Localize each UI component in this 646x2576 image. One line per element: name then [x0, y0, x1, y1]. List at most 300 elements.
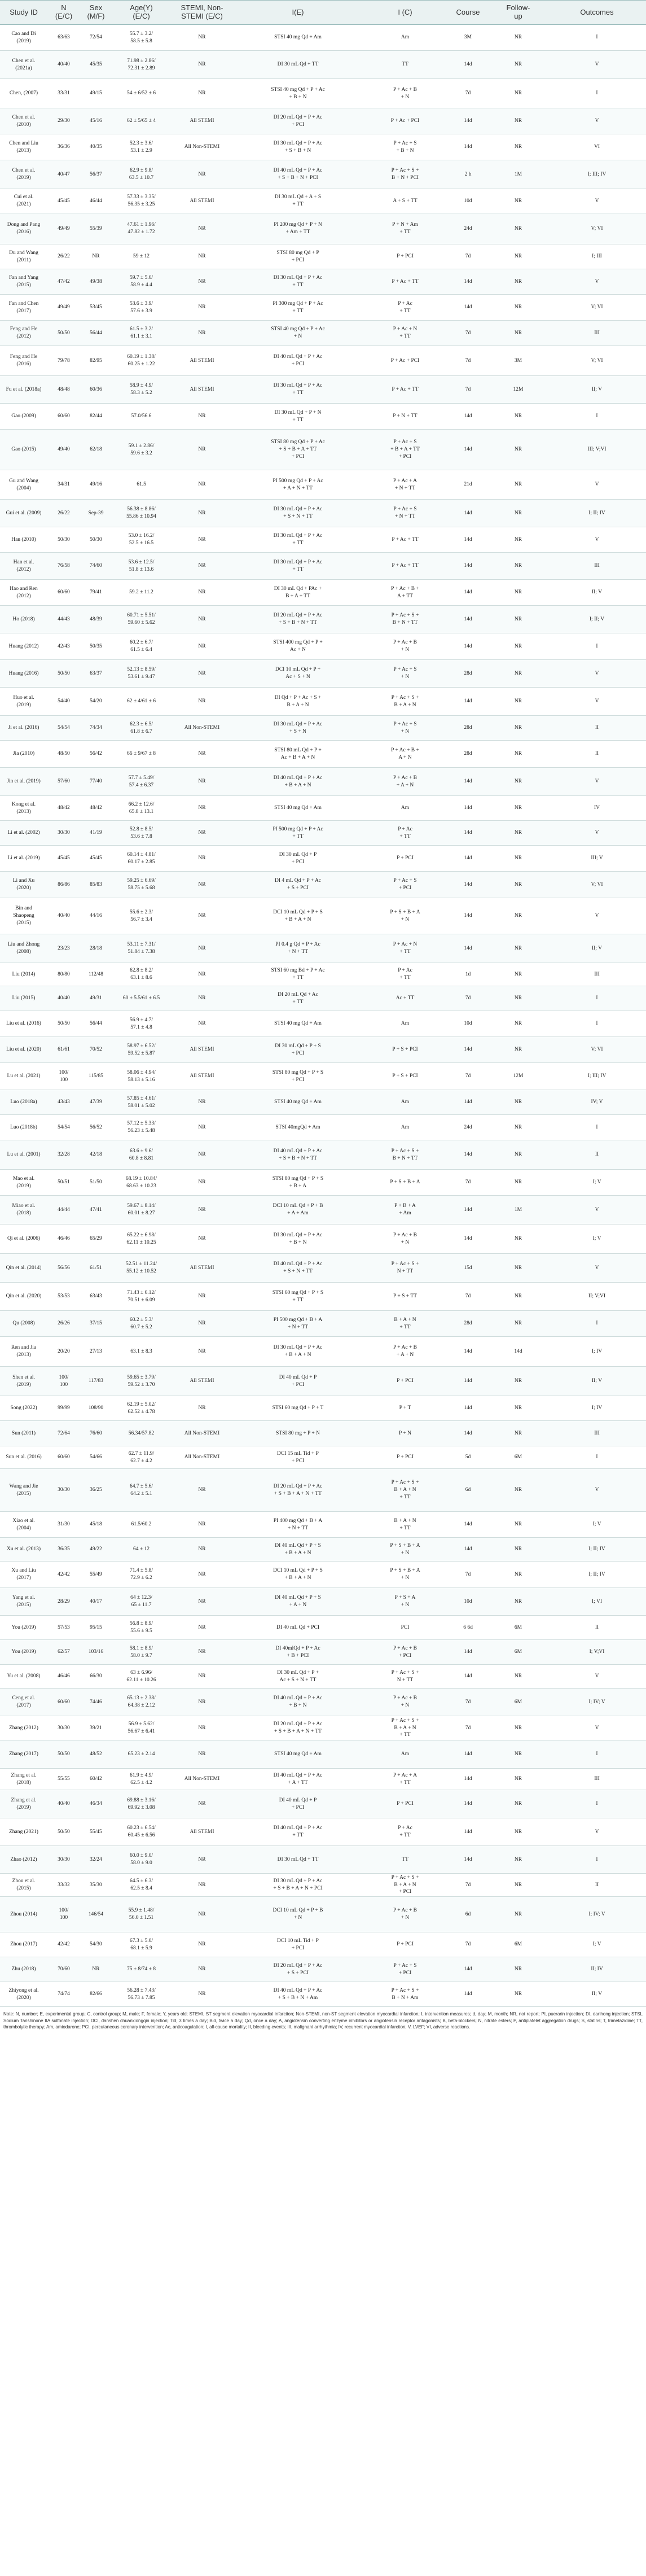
cell-follow-up: NR: [489, 25, 548, 51]
cell-intervention-e: STSI 40 mg Qd + Am: [233, 796, 363, 821]
cell-age: 57.7 ± 5.49/ 57.4 ± 6.37: [112, 768, 171, 796]
cell-intervention-c: P + Ac + A + N + TT: [363, 470, 447, 500]
cell-outcomes: V: [548, 527, 646, 553]
cell-intervention-e: STSI 80 mg Qd + P + S + PCI: [233, 1063, 363, 1090]
cell-intervention-c: P + Ac + B + A + N: [363, 741, 447, 768]
cell-study-id: Feng and He (2016): [0, 346, 47, 376]
cell-stemi: NR: [171, 1283, 233, 1311]
cell-intervention-e: PI 500 mg Qd + B + A + N + TT: [233, 1311, 363, 1337]
cell-course: 14d: [447, 1396, 489, 1421]
cell-outcomes: V: [548, 269, 646, 295]
cell-age: 61.9 ± 4.9/ 62.5 ± 4.2: [112, 1769, 171, 1790]
cell-follow-up: NR: [489, 688, 548, 716]
cell-sex: 56/44: [80, 321, 112, 346]
cell-intervention-c: TT: [363, 51, 447, 79]
cell-sex: 50/30: [80, 527, 112, 553]
cell-course: 28d: [447, 660, 489, 688]
cell-outcomes: II; V;VI: [548, 1283, 646, 1311]
cell-intervention-e: DI 20 mL Qd + P + Ac + PCI: [233, 108, 363, 134]
table-row: [0, 1469, 646, 1512]
cell-n: 86/86: [47, 872, 80, 898]
cell-outcomes: I; III: [548, 244, 646, 269]
cell-intervention-c: P + Ac + S + B + N: [363, 134, 447, 160]
cell-intervention-c: P + Ac + S + N: [363, 660, 447, 688]
cell-age: 60.2 ± 6.7/ 61.5 ± 6.4: [112, 633, 171, 660]
cell-stemi: NR: [171, 1689, 233, 1716]
cell-follow-up: NR: [489, 633, 548, 660]
cell-outcomes: IV: [548, 796, 646, 821]
cell-stemi: NR: [171, 295, 233, 321]
cell-intervention-e: DCI 10 mL Qd + P + S + B + A + N: [233, 1562, 363, 1588]
cell-study-id: Zhou et al. (2015): [0, 1874, 47, 1897]
cell-intervention-c: P + Ac + B + A + N: [363, 768, 447, 796]
cell-n: 46/46: [47, 1665, 80, 1689]
cell-intervention-e: DI 30 mL Qd + P + Ac + S + B + A + N + PCI: [233, 1874, 363, 1897]
header-course: Course: [447, 1, 489, 25]
cell-intervention-c: P + Ac + S + B + A + TT + PCI: [363, 430, 447, 470]
cell-sex: 108/90: [80, 1396, 112, 1421]
cell-age: 60.19 ± 1.38/ 60.25 ± 1.22: [112, 346, 171, 376]
cell-intervention-e: DI 40 mL Qd + P + PCI: [233, 1367, 363, 1396]
cell-stemi: NR: [171, 1616, 233, 1640]
table-row: [0, 346, 646, 376]
cell-intervention-c: P + Ac + B + A + TT: [363, 580, 447, 606]
cell-follow-up: NR: [489, 1588, 548, 1616]
cell-sex: 112/48: [80, 963, 112, 986]
cell-follow-up: 6M: [489, 1616, 548, 1640]
cell-n: 54/40: [47, 688, 80, 716]
cell-course: 7d: [447, 1562, 489, 1588]
cell-study-id: Liu (2015): [0, 986, 47, 1011]
cell-stemi: All STEMI: [171, 346, 233, 376]
cell-age: 53.6 ± 3.9/ 57.6 ± 3.9: [112, 295, 171, 321]
cell-sex: 115/85: [80, 1063, 112, 1090]
cell-n: 50/30: [47, 527, 80, 553]
cell-intervention-e: DI 30 mL Qd + P + Ac + S + N: [233, 716, 363, 741]
cell-outcomes: I; IV: [548, 1337, 646, 1367]
cell-study-id: Zhang (2012): [0, 1716, 47, 1740]
cell-stemi: NR: [171, 1846, 233, 1874]
table-row: [0, 606, 646, 633]
cell-study-id: Miao et al. (2018): [0, 1196, 47, 1224]
cell-follow-up: NR: [489, 1254, 548, 1283]
cell-sex: 74/46: [80, 1689, 112, 1716]
cell-age: 75 ± 8/74 ± 8: [112, 1957, 171, 1982]
cell-study-id: Ji et al. (2016): [0, 716, 47, 741]
cell-age: 56.34/57.82: [112, 1421, 171, 1446]
cell-outcomes: V: [548, 108, 646, 134]
cell-course: 14d: [447, 796, 489, 821]
cell-n: 26/26: [47, 1311, 80, 1337]
header-intervention-c: I (C): [363, 1, 447, 25]
cell-course: 14d: [447, 821, 489, 846]
cell-outcomes: V; VI: [548, 213, 646, 244]
cell-course: 14d: [447, 1224, 489, 1254]
cell-intervention-c: P + PCI: [363, 1367, 447, 1396]
table-row: [0, 986, 646, 1011]
cell-n: 29/30: [47, 108, 80, 134]
cell-age: 61.5 ± 3.2/ 61.1 ± 3.1: [112, 321, 171, 346]
cell-sex: 79/41: [80, 580, 112, 606]
cell-course: 14d: [447, 606, 489, 633]
cell-intervention-c: P + Ac + S + PCI: [363, 1957, 447, 1982]
cell-sex: 56/37: [80, 160, 112, 189]
cell-intervention-c: Am: [363, 1740, 447, 1769]
cell-sex: 28/18: [80, 934, 112, 963]
cell-outcomes: I; V: [548, 1224, 646, 1254]
cell-follow-up: NR: [489, 1224, 548, 1254]
table-row: [0, 1254, 646, 1283]
cell-intervention-e: STSI 40 mg Qd + Am: [233, 25, 363, 51]
cell-intervention-e: STSI 40 mg Qd + P + Ac + B + N: [233, 79, 363, 108]
cell-outcomes: V: [548, 1196, 646, 1224]
cell-course: 1d: [447, 963, 489, 986]
cell-intervention-e: PI 400 mg Qd + B + A + N + TT: [233, 1512, 363, 1538]
cell-stemi: NR: [171, 1396, 233, 1421]
cell-course: 7d: [447, 1689, 489, 1716]
cell-n: 99/99: [47, 1396, 80, 1421]
cell-sex: 36/25: [80, 1469, 112, 1512]
cell-n: 49/49: [47, 213, 80, 244]
cell-stemi: NR: [171, 1562, 233, 1588]
cell-n: 23/23: [47, 934, 80, 963]
cell-age: 60.0 ± 9.0/ 58.0 ± 9.0: [112, 1846, 171, 1874]
table-row: [0, 376, 646, 404]
cell-intervention-c: Am: [363, 1090, 447, 1115]
cell-n: 43/43: [47, 1090, 80, 1115]
cell-study-id: Huang (2012): [0, 633, 47, 660]
cell-intervention-c: A + S + TT: [363, 189, 447, 213]
cell-study-id: Gao (2009): [0, 404, 47, 430]
cell-follow-up: NR: [489, 1874, 548, 1897]
cell-age: 66.2 ± 12.6/ 65.8 ± 13.1: [112, 796, 171, 821]
cell-outcomes: I: [548, 1311, 646, 1337]
cell-outcomes: III: [548, 1769, 646, 1790]
cell-study-id: Liu (2014): [0, 963, 47, 986]
cell-intervention-c: P + Ac + S + B + N + PCI: [363, 160, 447, 189]
cell-intervention-e: STSI 60 mg Qd + P + T: [233, 1396, 363, 1421]
cell-course: 5d: [447, 1446, 489, 1469]
table-row: [0, 1421, 646, 1446]
cell-intervention-e: DI 30 mL Qd + P + PCI: [233, 846, 363, 872]
header-n: N (E/C): [47, 1, 80, 25]
cell-sex: 117/83: [80, 1367, 112, 1396]
cell-course: 28d: [447, 1311, 489, 1337]
cell-intervention-c: P + Ac + S + B + N + TT: [363, 606, 447, 633]
cell-n: 47/42: [47, 269, 80, 295]
cell-sex: 50/35: [80, 633, 112, 660]
cell-course: 14d: [447, 404, 489, 430]
cell-outcomes: V: [548, 1818, 646, 1846]
cell-age: 56.9 ± 5.62/ 56.67 ± 6.41: [112, 1716, 171, 1740]
table-row: [0, 1115, 646, 1140]
table-row: [0, 660, 646, 688]
table-row: [0, 1311, 646, 1337]
table-row: [0, 295, 646, 321]
cell-stemi: NR: [171, 1090, 233, 1115]
cell-intervention-c: P + S + A + N: [363, 1588, 447, 1616]
cell-intervention-e: STSI 80 mL Qd + P + Ac + B + A + N: [233, 741, 363, 768]
table-row: [0, 821, 646, 846]
cell-n: 60/60: [47, 404, 80, 430]
cell-sex: 55/39: [80, 213, 112, 244]
cell-sex: 146/54: [80, 1897, 112, 1932]
table-row: [0, 1818, 646, 1846]
cell-n: 32/28: [47, 1140, 80, 1170]
table-row: [0, 1982, 646, 2007]
cell-stemi: All STEMI: [171, 1254, 233, 1283]
cell-course: 24d: [447, 1115, 489, 1140]
cell-sex: 48/52: [80, 1740, 112, 1769]
cell-outcomes: I: [548, 1740, 646, 1769]
cell-intervention-e: PI 500 mg Qd + P + Ac + TT: [233, 821, 363, 846]
cell-study-id: Qi et al. (2006): [0, 1224, 47, 1254]
cell-stemi: NR: [171, 688, 233, 716]
cell-sex: 46/44: [80, 189, 112, 213]
cell-n: 50/50: [47, 1740, 80, 1769]
cell-age: 62.7 ± 11.9/ 62.7 ± 4.2: [112, 1446, 171, 1469]
cell-follow-up: NR: [489, 553, 548, 580]
cell-sex: 45/45: [80, 846, 112, 872]
cell-course: 7d: [447, 376, 489, 404]
cell-stemi: NR: [171, 79, 233, 108]
cell-sex: 54/66: [80, 1446, 112, 1469]
cell-follow-up: NR: [489, 934, 548, 963]
cell-intervention-c: P + Ac + B + N: [363, 79, 447, 108]
cell-study-id: Chen et al. (2019): [0, 160, 47, 189]
cell-intervention-c: Am: [363, 25, 447, 51]
cell-age: 56.28 ± 7.43/ 56.73 ± 7.85: [112, 1982, 171, 2007]
cell-sex: 41/19: [80, 821, 112, 846]
cell-intervention-e: PI 0.4 g Qd + P + Ac + N + TT: [233, 934, 363, 963]
cell-intervention-e: STSI 400 mg Qd + P + Ac + N: [233, 633, 363, 660]
cell-intervention-c: P + S + B + A + N: [363, 1538, 447, 1562]
cell-intervention-c: B + A + N + TT: [363, 1512, 447, 1538]
cell-sex: NR: [80, 1957, 112, 1982]
cell-sex: 85/83: [80, 872, 112, 898]
cell-outcomes: II: [548, 1140, 646, 1170]
cell-follow-up: NR: [489, 500, 548, 527]
cell-study-id: Chen et al. (2021a): [0, 51, 47, 79]
table-row: [0, 1011, 646, 1037]
cell-course: 14d: [447, 1140, 489, 1170]
table-row: [0, 1897, 646, 1932]
cell-intervention-e: DI 30 mL Qd + P + Ac + S + N + TT: [233, 1665, 363, 1689]
cell-sex: 56/44: [80, 1011, 112, 1037]
cell-sex: 82/44: [80, 404, 112, 430]
cell-course: 14d: [447, 1037, 489, 1063]
cell-age: 66 ± 9/67 ± 8: [112, 741, 171, 768]
cell-study-id: Luo (2018a): [0, 1090, 47, 1115]
cell-stemi: NR: [171, 1640, 233, 1665]
cell-intervention-e: DCI 15 mL Tid + P + PCI: [233, 1446, 363, 1469]
cell-age: 71.43 ± 6.12/ 70.51 ± 6.09: [112, 1283, 171, 1311]
cell-stemi: All STEMI: [171, 1063, 233, 1090]
cell-n: 45/45: [47, 846, 80, 872]
cell-stemi: NR: [171, 660, 233, 688]
cell-sex: 74/34: [80, 716, 112, 741]
cell-n: 50/50: [47, 321, 80, 346]
table-row: [0, 1090, 646, 1115]
cell-course: 14d: [447, 1196, 489, 1224]
cell-study-id: You (2019): [0, 1616, 47, 1640]
cell-outcomes: I: [548, 986, 646, 1011]
cell-n: 40/40: [47, 898, 80, 934]
cell-follow-up: NR: [489, 1818, 548, 1846]
table-row: [0, 1562, 646, 1588]
cell-follow-up: NR: [489, 821, 548, 846]
cell-age: 68.19 ± 10.84/ 68.63 ± 10.23: [112, 1170, 171, 1196]
cell-outcomes: I; V: [548, 1170, 646, 1196]
cell-n: 49/49: [47, 295, 80, 321]
cell-stemi: NR: [171, 1011, 233, 1037]
table-row: [0, 1616, 646, 1640]
cell-sex: 55/49: [80, 1562, 112, 1588]
cell-study-id: Zhu (2018): [0, 1957, 47, 1982]
cell-n: 30/30: [47, 1846, 80, 1874]
cell-study-id: Xu and Liu (2017): [0, 1562, 47, 1588]
cell-study-id: Zhang (2021): [0, 1818, 47, 1846]
cell-outcomes: I; IV: [548, 1396, 646, 1421]
cell-age: 71.98 ± 2.86/ 72.31 ± 2.89: [112, 51, 171, 79]
cell-sex: 77/40: [80, 768, 112, 796]
cell-intervention-e: STSI 60 mg Qd + P + S + TT: [233, 1283, 363, 1311]
cell-outcomes: V: [548, 1665, 646, 1689]
header-stemi: STEMI, Non- STEMI (E/C): [171, 1, 233, 25]
cell-sex: 56/52: [80, 1115, 112, 1140]
table-body: [0, 25, 646, 2007]
cell-follow-up: NR: [489, 1421, 548, 1446]
table-row: [0, 213, 646, 244]
cell-course: 28d: [447, 741, 489, 768]
cell-follow-up: NR: [489, 1140, 548, 1170]
cell-course: 14d: [447, 500, 489, 527]
cell-study-id: Chen, (2007): [0, 79, 47, 108]
cell-study-id: Huo et al. (2019): [0, 688, 47, 716]
cell-intervention-c: P + Ac + TT: [363, 963, 447, 986]
cell-outcomes: I: [548, 25, 646, 51]
cell-intervention-c: P + S + TT: [363, 1283, 447, 1311]
cell-age: 58.97 ± 6.52/ 59.52 ± 5.87: [112, 1037, 171, 1063]
cell-n: 56/56: [47, 1254, 80, 1283]
cell-n: 62/57: [47, 1640, 80, 1665]
cell-intervention-c: P + Ac + S + B + A + N: [363, 688, 447, 716]
cell-course: 6 6d: [447, 1616, 489, 1640]
table-row: [0, 108, 646, 134]
cell-age: 57.12 ± 5.33/ 56.23 ± 5.48: [112, 1115, 171, 1140]
cell-course: 15d: [447, 1254, 489, 1283]
cell-course: 7d: [447, 1716, 489, 1740]
cell-follow-up: 1M: [489, 1196, 548, 1224]
cell-intervention-e: DCI 10 mL Tid + P + PCI: [233, 1932, 363, 1957]
cell-course: 7d: [447, 1932, 489, 1957]
cell-age: 61.5/60.2: [112, 1512, 171, 1538]
cell-follow-up: NR: [489, 1957, 548, 1982]
cell-follow-up: 12M: [489, 376, 548, 404]
cell-study-id: Bin and Shaopeng (2015): [0, 898, 47, 934]
cell-n: 55/55: [47, 1769, 80, 1790]
cell-outcomes: II; V: [548, 1982, 646, 2007]
cell-outcomes: V: [548, 1716, 646, 1740]
cell-sex: 55/45: [80, 1818, 112, 1846]
cell-stemi: NR: [171, 1170, 233, 1196]
cell-stemi: NR: [171, 1337, 233, 1367]
cell-stemi: NR: [171, 934, 233, 963]
cell-course: 14d: [447, 1982, 489, 2007]
cell-intervention-e: DI 40 mL Qd + P + Ac + S + B + N + TT: [233, 1140, 363, 1170]
cell-age: 57.0/56.6: [112, 404, 171, 430]
cell-sex: 40/35: [80, 134, 112, 160]
cell-study-id: Li and Xu (2020): [0, 872, 47, 898]
cell-intervention-c: P + Ac + S + B + N + TT: [363, 1140, 447, 1170]
table-row: [0, 321, 646, 346]
cell-sex: 65/29: [80, 1224, 112, 1254]
cell-age: 59.25 ± 6.69/ 58.75 ± 5.68: [112, 872, 171, 898]
cell-course: 14d: [447, 134, 489, 160]
cell-n: 45/45: [47, 189, 80, 213]
cell-follow-up: NR: [489, 51, 548, 79]
cell-outcomes: V: [548, 1469, 646, 1512]
cell-n: 20/20: [47, 1337, 80, 1367]
cell-study-id: Cao and Di (2019): [0, 25, 47, 51]
cell-sex: 95/15: [80, 1616, 112, 1640]
cell-intervention-e: STSI 40mgQd + Am: [233, 1115, 363, 1140]
cell-intervention-c: P + B + A + Am: [363, 1196, 447, 1224]
cell-age: 60 ± 5.5/61 ± 6.5: [112, 986, 171, 1011]
cell-sex: 45/35: [80, 51, 112, 79]
cell-age: 64 ± 12: [112, 1538, 171, 1562]
cell-intervention-c: P + PCI: [363, 1446, 447, 1469]
cell-age: 63.1 ± 8.3: [112, 1337, 171, 1367]
cell-sex: 72/54: [80, 25, 112, 51]
cell-intervention-c: B + A + N + TT: [363, 1311, 447, 1337]
cell-age: 63 ± 6.96/ 62.11 ± 10.26: [112, 1665, 171, 1689]
cell-intervention-e: DI 40 mL Qd + P + PCI: [233, 1790, 363, 1818]
cell-stemi: All STEMI: [171, 1818, 233, 1846]
cell-study-id: Luo (2018b): [0, 1115, 47, 1140]
cell-age: 57.33 ± 3.35/ 56.35 ± 3.25: [112, 189, 171, 213]
cell-intervention-c: P + Ac + S + N: [363, 716, 447, 741]
cell-course: 14d: [447, 1665, 489, 1689]
cell-intervention-e: DI 30 mL Qd + P + Ac + TT: [233, 269, 363, 295]
cell-intervention-c: TT: [363, 1846, 447, 1874]
table-row: [0, 1337, 646, 1367]
cell-intervention-c: P + Ac + B + N: [363, 633, 447, 660]
table-row: [0, 134, 646, 160]
cell-intervention-c: P + Ac + S + N + TT: [363, 1665, 447, 1689]
cell-course: 3M: [447, 25, 489, 51]
cell-follow-up: NR: [489, 79, 548, 108]
cell-age: 59.67 ± 8.14/ 60.01 ± 8.27: [112, 1196, 171, 1224]
cell-intervention-e: DI Qd + P + Ac + S + B + A + N: [233, 688, 363, 716]
table-row: [0, 872, 646, 898]
cell-follow-up: 14d: [489, 1337, 548, 1367]
cell-course: 14d: [447, 1512, 489, 1538]
cell-study-id: Qin et al. (2020): [0, 1283, 47, 1311]
cell-study-id: Fu et al. (2018a): [0, 376, 47, 404]
cell-intervention-c: P + Ac + TT: [363, 295, 447, 321]
cell-study-id: Sun et al. (2016): [0, 1446, 47, 1469]
cell-follow-up: NR: [489, 768, 548, 796]
cell-age: 47.61 ± 1.96/ 47.82 ± 1.72: [112, 213, 171, 244]
cell-intervention-e: STSI 80 mg Qd + P + Ac + S + B + A + TT + PCI: [233, 430, 363, 470]
table-row: [0, 796, 646, 821]
table-row: [0, 768, 646, 796]
cell-n: 57/53: [47, 1616, 80, 1640]
cell-age: 62.19 ± 5.02/ 62.52 ± 4.78: [112, 1396, 171, 1421]
cell-follow-up: 1M: [489, 160, 548, 189]
cell-intervention-e: DCI 10 mL Qd + P + S + B + A + N: [233, 898, 363, 934]
